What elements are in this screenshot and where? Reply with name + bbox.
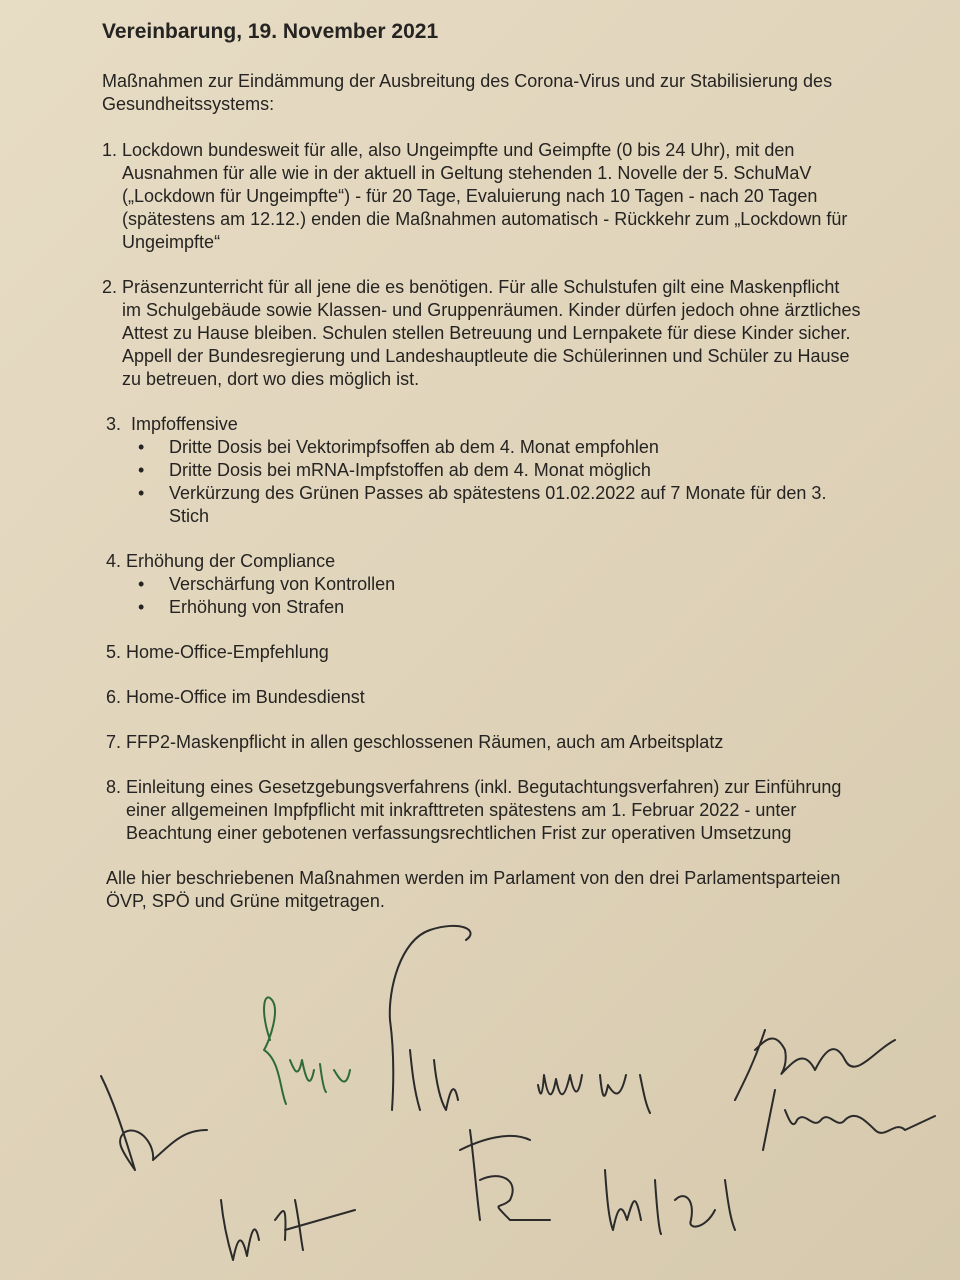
intro-paragraph: Maßnahmen zur Eindämmung der Ausbreitung des Corona-Virus und zur Stabilisierung des Gesundheitssystems:	[102, 71, 833, 114]
measure-number: 8.	[106, 777, 127, 797]
measure-2	[102, 276, 862, 391]
bullet-item: • Dritte Dosis bei Vektorimpfsoffen ab dem 4. Monat empfohlen	[136, 436, 862, 459]
measure-number: 7.	[106, 732, 127, 752]
signature-area	[0, 960, 960, 1280]
measure-text: FFP2-Maskenpflicht in allen geschlossenen Räumen, auch am Arbeitsplatz	[126, 732, 724, 752]
bullet-item: • Verschärfung von Kontrollen	[136, 573, 862, 596]
measure-number: 2.	[102, 277, 123, 297]
measure-number: 6.	[106, 687, 127, 707]
signature-9	[755, 1080, 945, 1160]
measure-number: 1.	[102, 140, 123, 160]
bullet-list	[106, 573, 862, 619]
measure-text: Lockdown bundesweit für alle, also Ungeimpfte und Geimpfte (0 bis 24 Uhr), mit den Ausnahmen für alle wie in der aktuell in Geltung stehenden 1. Novelle der 5. SchuMaV („Lockdown für Ungeimpfte“) - für 20 Tage, Evaluierung nach 10 Tagen - nach 20 Tagen (spätestens am 12.12.) enden die Maßnahmen automatisch - Rückkehr zum „Lockdown für Ungeimpfte“	[122, 140, 848, 252]
measure-7	[102, 731, 862, 754]
measure-8	[102, 776, 862, 845]
bullet-item: • Dritte Dosis bei mRNA-Impfstoffen ab dem 4. Monat möglich	[136, 459, 862, 482]
measure-5	[102, 641, 862, 664]
measure-text: Einleitung eines Gesetzgebungsverfahrens (inkl. Begutachtungsverfahren) zur Einführung einer allgemeinen Impfpflicht mit inkrafttreten spätestens am 1. Februar 2022 - unter Beachtung einer gebotenen verfassungsrechtlichen Frist zur operativen Umsetzung	[126, 777, 842, 843]
measure-number: 3.	[106, 414, 132, 434]
document-body	[102, 20, 862, 913]
measure-text: Impfoffensive	[131, 414, 238, 434]
measure-text: Präsenzunterricht für all jene die es benötigen. Für alle Schulstufen gilt eine Maskenpflicht im Schulgebäude sowie Klassen- und Gruppenräumen. Kinder dürfen jedoch ohne ärztliches Attest zu Hause bleiben. Schulen stellen Betreuung und Lernpakete für diese Kinder sicher. Appell der Bundesregierung und Landeshauptleute die Schülerinnen und Schüler zu Hause zu betreuen, dort wo dies möglich ist.	[122, 277, 861, 389]
measure-text: Home-Office-Empfehlung	[126, 642, 329, 662]
signature-3	[250, 980, 370, 1110]
measure-text: Home-Office im Bundesdienst	[126, 687, 365, 707]
measure-3	[102, 413, 862, 528]
signature-4	[370, 910, 490, 1130]
measure-number: 4.	[106, 551, 127, 571]
measure-number: 5.	[106, 642, 127, 662]
measure-6	[102, 686, 862, 709]
measure-text: Erhöhung der Compliance	[126, 551, 336, 571]
signature-6	[530, 1055, 670, 1115]
signature-1	[95, 1070, 215, 1180]
signature-2	[215, 1180, 365, 1270]
document-title: Vereinbarung, 19. November 2021	[102, 20, 439, 43]
signature-5	[450, 1120, 560, 1230]
closing-paragraph: Alle hier beschriebenen Maßnahmen werden im Parlament von den drei Parlamentsparteien ÖVP, SPÖ und Grüne mitgetragen.	[106, 868, 841, 911]
bullet-item: • Verkürzung des Grünen Passes ab spätestens 01.02.2022 auf 7 Monate für den 3. Stich	[136, 482, 862, 528]
measure-1	[102, 139, 862, 254]
signature-7	[595, 1150, 755, 1240]
bullet-item: • Erhöhung von Strafen	[136, 596, 862, 619]
bullet-list	[106, 436, 862, 528]
measure-4	[102, 550, 862, 619]
